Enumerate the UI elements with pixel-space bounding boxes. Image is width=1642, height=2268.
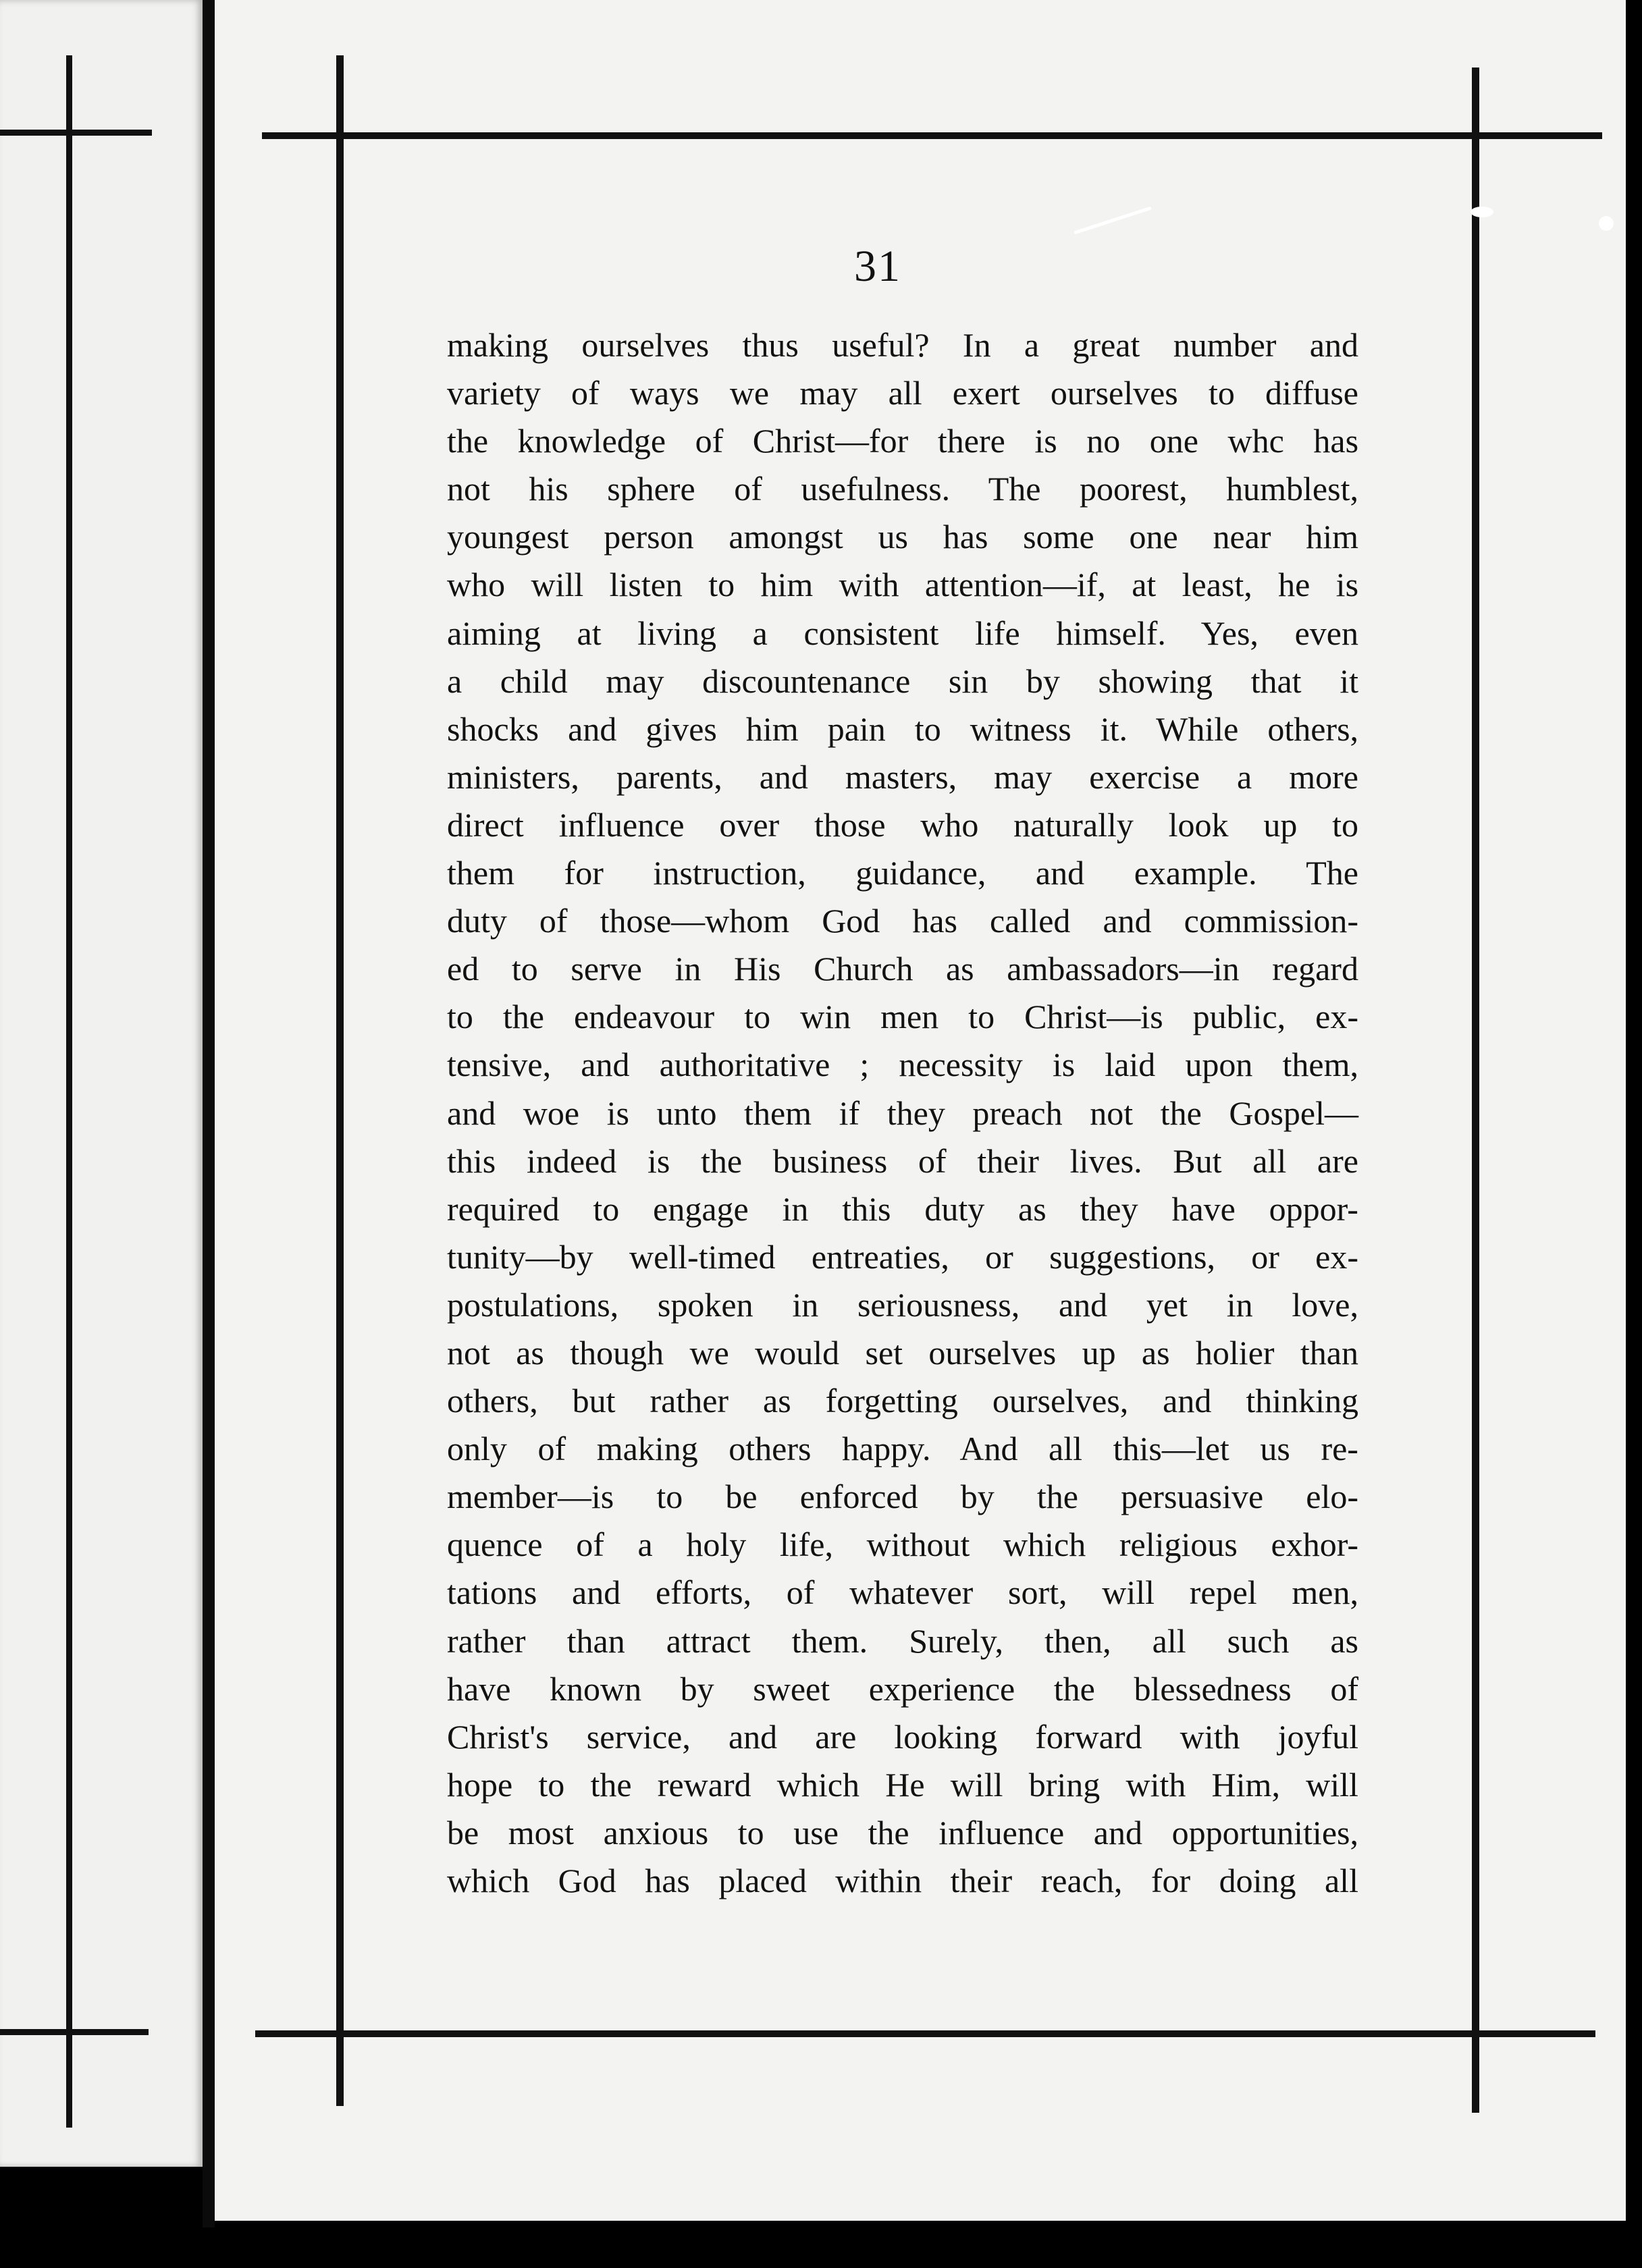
text-line: aiming at living a consistent life himself. Yes, even <box>447 614 1358 652</box>
scan-speck <box>1471 207 1493 217</box>
text-line: be most anxious to use the influence and opportunities, <box>447 1813 1358 1852</box>
text-line: them for instruction, guidance, and example. The <box>447 854 1358 892</box>
body-text <box>447 321 1358 1905</box>
facing-page-border-bottom <box>0 2029 149 2035</box>
text-line: this indeed is the business of their lives. But all are <box>447 1141 1358 1180</box>
page-gutter <box>203 0 215 2228</box>
text-line: variety of ways we may all exert ourselves to diffuse <box>447 374 1358 412</box>
text-line: direct influence over those who naturally look up to <box>447 805 1358 844</box>
text-line: rather than attract them. Surely, then, all such as <box>447 1621 1359 1660</box>
text-line: a child may discountenance sin by showing that it <box>447 662 1358 700</box>
text-line: to the endeavour to win men to Christ—is public, ex- <box>447 998 1358 1036</box>
text-line: shocks and gives him pain to witness it. While others, <box>447 709 1359 748</box>
text-line: postulations, spoken in seriousness, and yet in love, <box>447 1285 1358 1324</box>
text-line: others, but rather as forgetting ourselves, and thinking <box>447 1382 1359 1420</box>
page-number: 31 <box>854 242 901 291</box>
text-line: duty of those—whom God has called and commission- <box>447 902 1359 940</box>
text-line: not as though we would set ourselves up as holier than <box>447 1333 1358 1372</box>
text-line: tensive, and authoritative ; necessity is laid upon them, <box>447 1046 1359 1084</box>
text-line: member—is to be enforced by the persuasive elo- <box>447 1478 1359 1516</box>
text-line: ed to serve in His Church as ambassadors—in regard <box>447 950 1358 988</box>
text-line: Christ's service, and are looking forward with joyful <box>447 1717 1359 1756</box>
page-border-bottom <box>255 2030 1595 2037</box>
text-line: the knowledge of Christ—for there is no one whc has <box>447 422 1359 460</box>
text-line: which God has placed within their reach, for doing all <box>447 1862 1358 1899</box>
text-line: have known by sweet experience the blessedness of <box>447 1669 1359 1708</box>
facing-page <box>0 0 203 2167</box>
page-border-top <box>262 132 1602 139</box>
text-line: only of making others happy. And all this—let us re- <box>447 1430 1358 1468</box>
page-border-right <box>1472 68 1479 2113</box>
text-line: quence of a holy life, without which religious exhor- <box>447 1526 1359 1564</box>
text-line: not his sphere of usefulness. The poorest, humblest, <box>447 470 1358 508</box>
facing-page-border-top <box>0 130 152 136</box>
scan-speck <box>1074 207 1152 235</box>
text-line: making ourselves thus useful? In a great number and <box>447 326 1358 364</box>
facing-page-border-vertical <box>66 55 72 2128</box>
text-line: hope to the reward which He will bring with Him, will <box>447 1765 1358 1804</box>
page-border-left <box>336 55 344 2106</box>
text-line: ministers, parents, and masters, may exercise a more <box>447 757 1358 796</box>
text-line: youngest person amongst us has some one near him <box>447 518 1359 556</box>
text-line: required to engage in this duty as they have oppor- <box>447 1189 1358 1228</box>
text-line: tunity—by well-timed entreaties, or suggestions, or ex- <box>447 1237 1359 1276</box>
text-line: tations and efforts, of whatever sort, will repel men, <box>447 1573 1358 1612</box>
scan-speck <box>1599 216 1614 231</box>
text-line: who will listen to him with attention—if, at least, he is <box>447 566 1359 604</box>
text-line: and woe is unto them if they preach not the Gospel— <box>447 1094 1358 1132</box>
